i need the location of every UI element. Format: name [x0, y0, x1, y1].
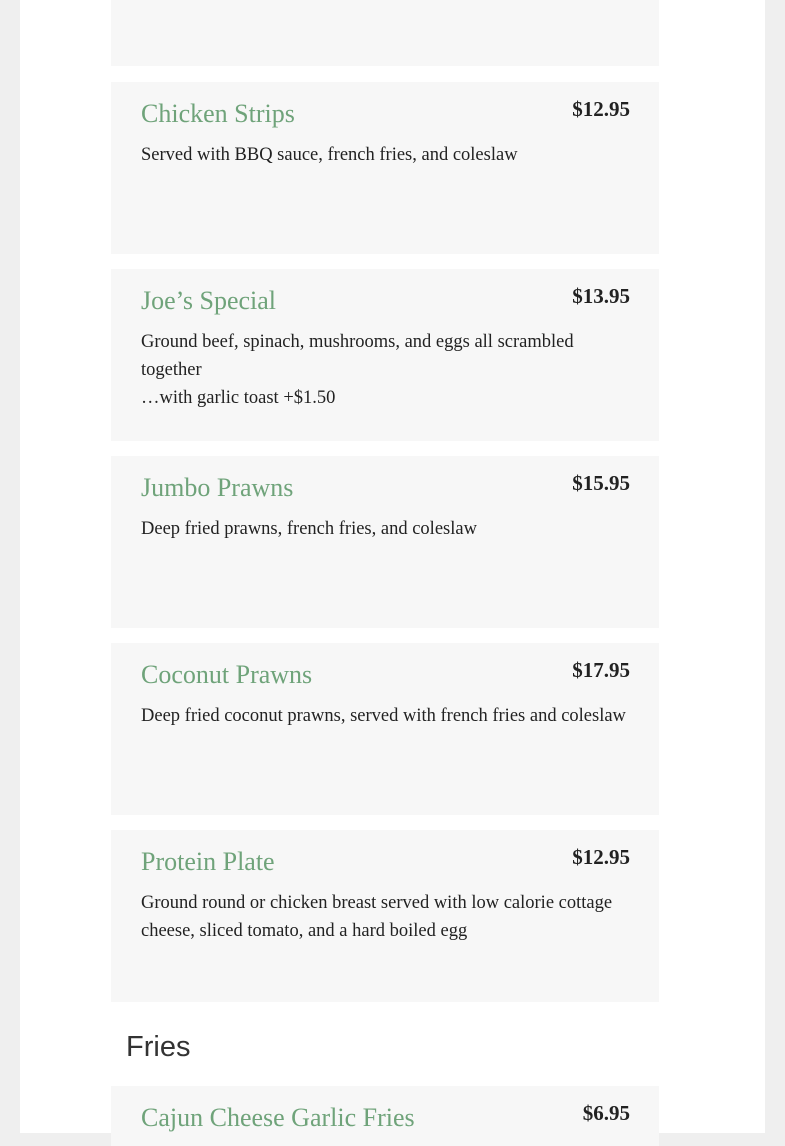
item-description-line: Deep fried prawns, french fries, and coleslaw: [141, 519, 477, 539]
item-description-line: Served with BBQ sauce, french fries, and coleslaw: [141, 145, 518, 165]
item-description: [141, 702, 633, 730]
item-name: Joe’s Special: [141, 286, 277, 315]
item-description: [141, 515, 633, 543]
menu-item-card: [111, 643, 659, 815]
item-price: $15.95: [572, 471, 630, 495]
item-description: [141, 889, 633, 945]
item-name: Chicken Strips: [141, 99, 295, 128]
menu-item-card: [111, 456, 659, 628]
menu-item-card: [111, 269, 659, 441]
section-heading-fries: Fries: [126, 1031, 191, 1063]
item-description-line: Deep fried coconut prawns, served with french fries and coleslaw: [141, 706, 626, 726]
item-price: $17.95: [572, 658, 630, 682]
item-name: Cajun Cheese Garlic Fries: [141, 1103, 415, 1132]
item-description: [141, 328, 633, 412]
menu-item-card: [111, 1086, 659, 1146]
item-name: Coconut Prawns: [141, 660, 313, 689]
item-description-line: Ground beef, spinach, mushrooms, and eggs all scrambled together: [141, 332, 574, 380]
menu-item-card-partial: [111, 0, 659, 66]
item-description-line: Ground round or chicken breast served with low calorie cottage cheese, sliced tomato, and a hard boiled egg: [141, 893, 613, 941]
item-price: $13.95: [572, 284, 630, 308]
item-name: Jumbo Prawns: [141, 473, 294, 502]
menu-item-card: [111, 830, 659, 1002]
item-description-addon: …with garlic toast +$1.50: [141, 388, 336, 408]
menu-page: [20, 0, 765, 1133]
item-price: $12.95: [572, 845, 630, 869]
menu-item-card: [111, 82, 659, 254]
item-price: $12.95: [572, 97, 630, 121]
item-description: [141, 141, 633, 169]
item-price: $6.95: [582, 1101, 630, 1125]
item-name: Protein Plate: [141, 847, 275, 876]
